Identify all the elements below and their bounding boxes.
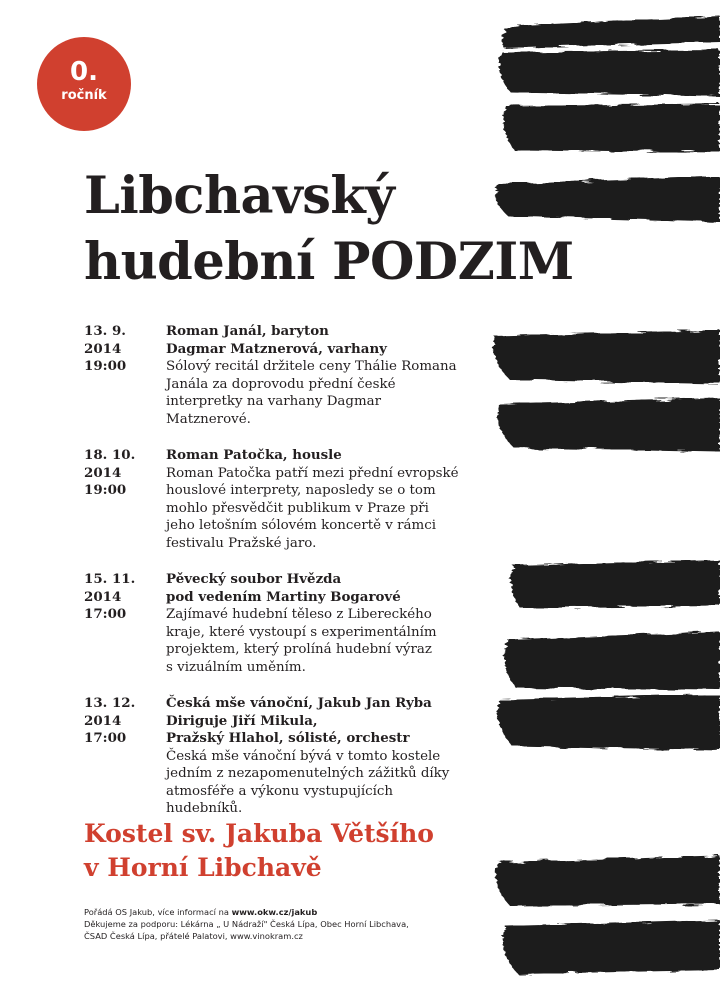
venue-line-2: v Horní Libchavě bbox=[84, 853, 322, 882]
event-time: 17:00 bbox=[84, 730, 127, 746]
event-performer: Česká mše vánoční, Jakub Jan Ryba bbox=[166, 695, 432, 711]
footer-thanks-line: Děkujeme za podporu: Lékárna „ U Nádraží" Česká Lípa, Obec Horní Libchava, bbox=[84, 919, 409, 929]
event-details bbox=[166, 571, 484, 676]
event-list bbox=[84, 323, 484, 837]
event-performer: Dagmar Matznerová, varhany bbox=[166, 340, 387, 357]
event-performer: Roman Patočka, housle bbox=[166, 447, 342, 463]
edition-label: ročník bbox=[61, 88, 107, 103]
event-item bbox=[84, 571, 484, 676]
event-description-line: hudebníků. bbox=[166, 801, 243, 816]
event-date: 15. 11. 2014 bbox=[84, 571, 136, 605]
event-time: 19:00 bbox=[84, 482, 127, 498]
event-date: 18. 10. 2014 bbox=[84, 447, 136, 481]
brush-stroke bbox=[504, 632, 720, 690]
event-details bbox=[166, 695, 484, 818]
event-description-line: Matznerové. bbox=[166, 411, 251, 427]
event-date: 13. 12. 2014 bbox=[84, 695, 136, 729]
event-description-line: Zajímavé hudební těleso z Libereckého bbox=[166, 607, 432, 622]
brush-stroke bbox=[499, 50, 720, 96]
event-description-line: houslové interprety, naposledy se o tom bbox=[166, 483, 436, 498]
event-time: 17:00 bbox=[84, 606, 127, 622]
brush-stroke bbox=[511, 560, 720, 608]
edition-badge bbox=[37, 37, 131, 131]
brush-strokes-decoration bbox=[480, 0, 720, 1000]
event-description-line: jedním z nezapomenutelných zážitků díky bbox=[166, 766, 450, 781]
event-description-line: projektem, který prolíná hudební výraz bbox=[166, 642, 432, 657]
event-description-line: festivalu Pražské jaro. bbox=[166, 535, 317, 551]
event-description-line: Janála za doprovodu přední české bbox=[166, 376, 396, 392]
edition-number: 0. bbox=[70, 57, 98, 87]
event-datetime bbox=[84, 695, 166, 748]
event-description-line: atmosféře a výkonu vystupujících bbox=[166, 783, 394, 799]
brush-stroke bbox=[498, 398, 720, 452]
event-description-line: interpretky na varhany Dagmar bbox=[166, 394, 382, 409]
event-performer: Pěvecký soubor Hvězda bbox=[166, 571, 342, 587]
brush-stroke bbox=[496, 856, 720, 906]
title-line-2: hudební PODZIM bbox=[84, 232, 574, 292]
event-description-line: Roman Patočka patří mezi přední evropské bbox=[166, 465, 459, 481]
event-item bbox=[84, 323, 484, 428]
brush-stroke bbox=[503, 104, 720, 152]
venue-heading bbox=[84, 817, 434, 885]
event-description-line: Sólový recitál držitele ceny Thálie Romana bbox=[166, 359, 457, 374]
event-details bbox=[166, 323, 484, 428]
footer-credits bbox=[84, 906, 409, 942]
event-performer: Pražský Hlahol, sólisté, orchestr bbox=[166, 730, 410, 746]
brush-stroke bbox=[493, 330, 720, 384]
brush-stroke bbox=[496, 176, 720, 222]
event-datetime bbox=[84, 323, 166, 376]
title-line-1: Libchavský bbox=[84, 166, 395, 226]
footer-organizer-line bbox=[84, 906, 409, 918]
event-performer: pod vedením Martiny Bogarové bbox=[166, 588, 401, 605]
event-description-line: jeho letošním sólovém koncertě v rámci bbox=[166, 518, 436, 533]
event-description-line: s vizuálním uměním. bbox=[166, 659, 306, 675]
event-item bbox=[84, 695, 484, 818]
event-description-line: mohlo přesvědčit publikum v Praze při bbox=[166, 500, 429, 516]
venue-line-1: Kostel sv. Jakuba Většího bbox=[84, 819, 434, 848]
brush-stroke bbox=[498, 694, 720, 750]
footer-organizer-text: Pořádá OS Jakub, více informací na bbox=[84, 907, 232, 917]
footer-sponsors-line: ČSAD Česká Lípa, přátelé Palatovi, www.vinokram.cz bbox=[84, 931, 303, 941]
event-time: 19:00 bbox=[84, 358, 127, 374]
event-description-line: kraje, které vystoupí s experimentálním bbox=[166, 624, 437, 640]
event-date: 13. 9. 2014 bbox=[84, 323, 126, 357]
event-datetime bbox=[84, 447, 166, 500]
event-performer: Diriguje Jiří Mikula, bbox=[166, 712, 318, 729]
event-details bbox=[166, 447, 484, 552]
brush-stroke bbox=[502, 16, 720, 48]
event-performer: Roman Janál, baryton bbox=[166, 323, 329, 339]
event-item bbox=[84, 447, 484, 552]
event-datetime bbox=[84, 571, 166, 624]
brush-stroke bbox=[503, 920, 720, 974]
footer-website-link[interactable]: www.okw.cz/jakub bbox=[231, 907, 318, 917]
event-description-line: Česká mše vánoční bývá v tomto kostele bbox=[166, 748, 441, 764]
